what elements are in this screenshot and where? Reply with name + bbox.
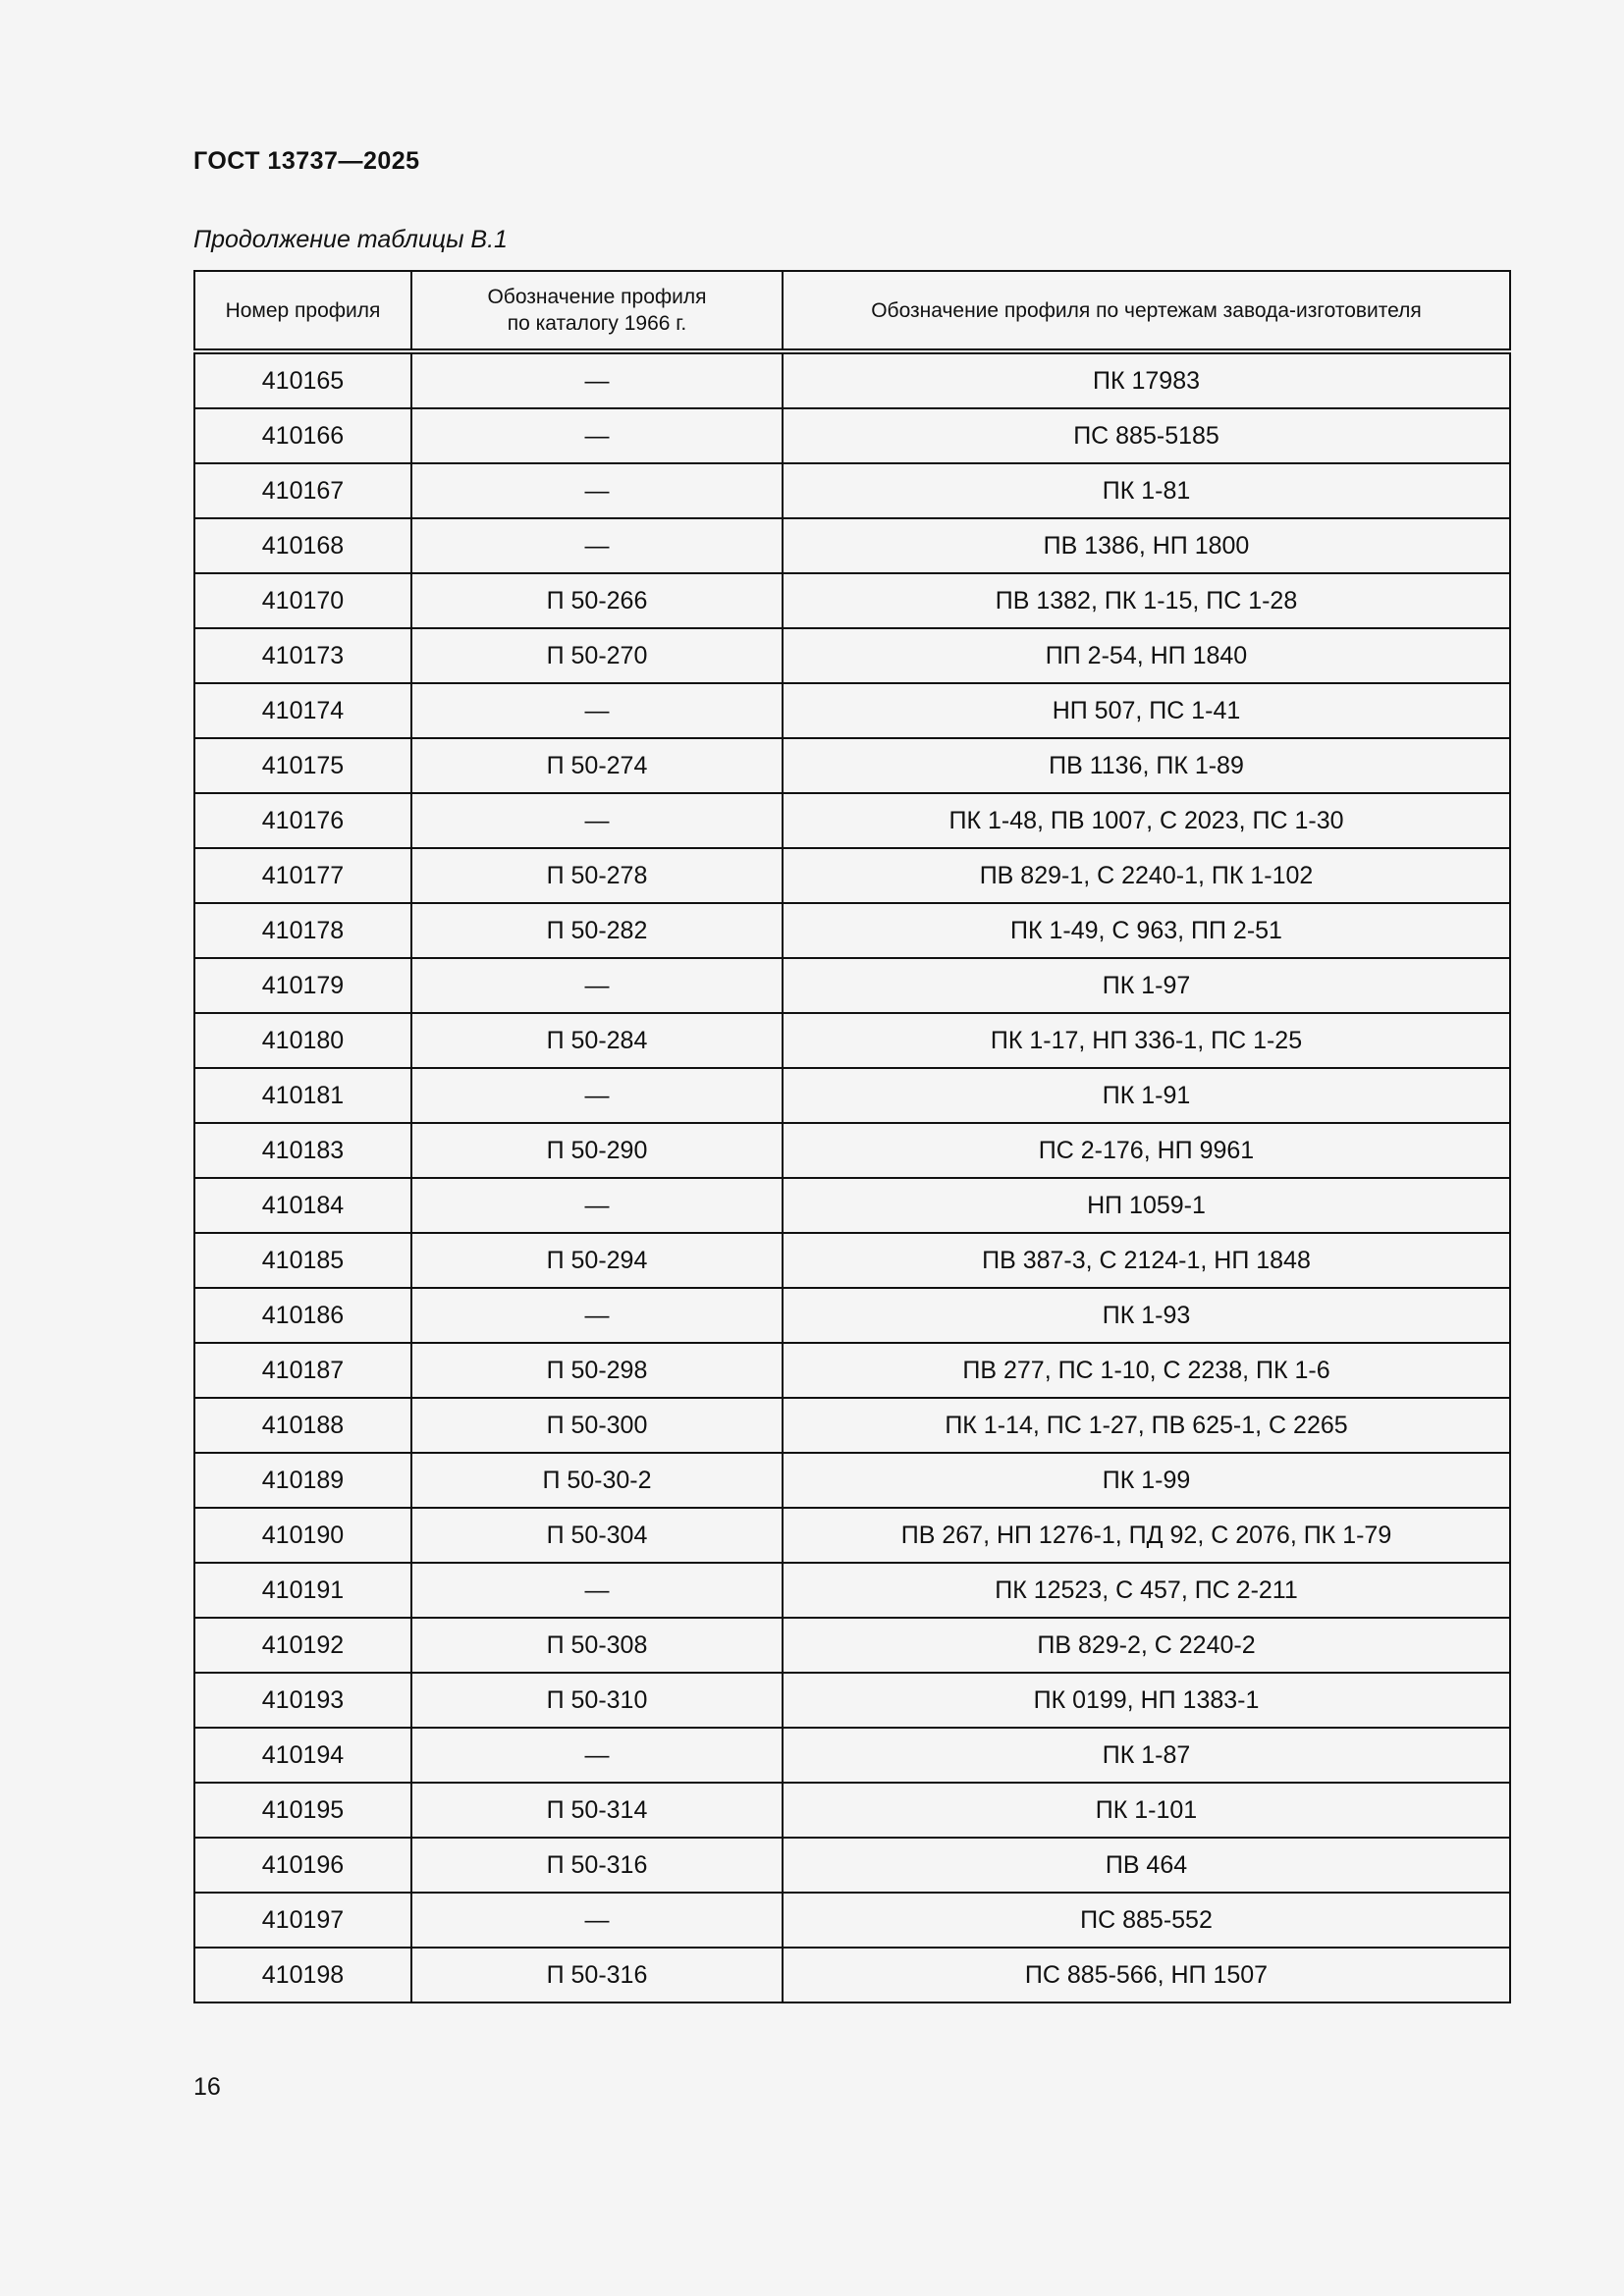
cell-manufacturer-drawing-designation: ПК 1-99 [783,1453,1510,1508]
cell-profile-number: 410187 [194,1343,411,1398]
cell-profile-number: 410167 [194,463,411,518]
table-row [194,463,1510,518]
cell-manufacturer-drawing-designation: ПК 1-48, ПВ 1007, С 2023, ПС 1-30 [783,793,1510,848]
cell-manufacturer-drawing-designation: ПК 1-81 [783,463,1510,518]
cell-catalog-1966-designation: — [411,1288,783,1343]
cell-catalog-1966-designation: — [411,1563,783,1618]
cell-manufacturer-drawing-designation: ПВ 1386, НП 1800 [783,518,1510,573]
cell-profile-number: 410179 [194,958,411,1013]
cell-catalog-1966-designation: П 50-282 [411,903,783,958]
table-row [194,738,1510,793]
cell-catalog-1966-designation: П 50-310 [411,1673,783,1728]
table-row [194,1728,1510,1783]
cell-catalog-1966-designation: — [411,683,783,738]
document-standard-code: ГОСТ 13737—2025 [193,147,420,175]
cell-manufacturer-drawing-designation: ПВ 267, НП 1276-1, ПД 92, С 2076, ПК 1-79 [783,1508,1510,1563]
cell-catalog-1966-designation: П 50-316 [411,1948,783,2002]
table-row [194,1178,1510,1233]
table-row [194,793,1510,848]
cell-profile-number: 410188 [194,1398,411,1453]
cell-manufacturer-drawing-designation: ПП 2-54, НП 1840 [783,628,1510,683]
table-body [194,351,1510,2002]
cell-catalog-1966-designation: П 50-270 [411,628,783,683]
cell-manufacturer-drawing-designation: ПК 0199, НП 1383-1 [783,1673,1510,1728]
table-row [194,1893,1510,1948]
cell-profile-number: 410189 [194,1453,411,1508]
table-row [194,351,1510,408]
cell-profile-number: 410190 [194,1508,411,1563]
cell-catalog-1966-designation: П 50-304 [411,1508,783,1563]
cell-manufacturer-drawing-designation: ПС 885-5185 [783,408,1510,463]
table-row [194,903,1510,958]
table-row [194,958,1510,1013]
cell-catalog-1966-designation: — [411,518,783,573]
table-row [194,573,1510,628]
cell-manufacturer-drawing-designation: ПС 885-552 [783,1893,1510,1948]
cell-manufacturer-drawing-designation: ПВ 829-1, С 2240-1, ПК 1-102 [783,848,1510,903]
table-row [194,408,1510,463]
table-caption: Продолжение таблицы В.1 [193,226,508,253]
table-row [194,1563,1510,1618]
table-row [194,1013,1510,1068]
cell-manufacturer-drawing-designation: НП 1059-1 [783,1178,1510,1233]
table-row [194,1618,1510,1673]
table-row [194,1233,1510,1288]
cell-profile-number: 410181 [194,1068,411,1123]
cell-manufacturer-drawing-designation: ПК 12523, С 457, ПС 2-211 [783,1563,1510,1618]
cell-manufacturer-drawing-designation: ПС 2-176, НП 9961 [783,1123,1510,1178]
table-row [194,1673,1510,1728]
table-row [194,1068,1510,1123]
cell-profile-number: 410180 [194,1013,411,1068]
table-row [194,1453,1510,1508]
page-number: 16 [193,2073,221,2101]
cell-catalog-1966-designation: — [411,408,783,463]
cell-profile-number: 410168 [194,518,411,573]
cell-profile-number: 410192 [194,1618,411,1673]
cell-catalog-1966-designation: — [411,463,783,518]
cell-catalog-1966-designation: — [411,1893,783,1948]
cell-manufacturer-drawing-designation: ПК 1-17, НП 336-1, ПС 1-25 [783,1013,1510,1068]
cell-profile-number: 410176 [194,793,411,848]
cell-manufacturer-drawing-designation: ПК 1-14, ПС 1-27, ПВ 625-1, С 2265 [783,1398,1510,1453]
cell-profile-number: 410185 [194,1233,411,1288]
cell-profile-number: 410166 [194,408,411,463]
cell-profile-number: 410170 [194,573,411,628]
header-manufacturer-drawing-designation: Обозначение профиля по чертежам завода-изготовителя [783,271,1510,351]
cell-manufacturer-drawing-designation: ПВ 277, ПС 1-10, С 2238, ПК 1-6 [783,1343,1510,1398]
cell-profile-number: 410197 [194,1893,411,1948]
table-row [194,518,1510,573]
cell-manufacturer-drawing-designation: ПК 1-87 [783,1728,1510,1783]
table-row [194,1948,1510,2002]
cell-catalog-1966-designation: П 50-308 [411,1618,783,1673]
table-row [194,1398,1510,1453]
cell-manufacturer-drawing-designation: ПВ 387-3, С 2124-1, НП 1848 [783,1233,1510,1288]
table-header-row [194,271,1510,351]
cell-profile-number: 410173 [194,628,411,683]
table-row [194,1288,1510,1343]
cell-catalog-1966-designation: П 50-266 [411,573,783,628]
cell-profile-number: 410193 [194,1673,411,1728]
cell-catalog-1966-designation: П 50-298 [411,1343,783,1398]
cell-manufacturer-drawing-designation: ПК 17983 [783,351,1510,408]
cell-profile-number: 410198 [194,1948,411,2002]
cell-manufacturer-drawing-designation: НП 507, ПС 1-41 [783,683,1510,738]
table-row [194,628,1510,683]
cell-manufacturer-drawing-designation: ПВ 1136, ПК 1-89 [783,738,1510,793]
table-row [194,1838,1510,1893]
cell-catalog-1966-designation: П 50-290 [411,1123,783,1178]
cell-profile-number: 410194 [194,1728,411,1783]
cell-manufacturer-drawing-designation: ПВ 1382, ПК 1-15, ПС 1-28 [783,573,1510,628]
cell-profile-number: 410183 [194,1123,411,1178]
cell-manufacturer-drawing-designation: ПС 885-566, НП 1507 [783,1948,1510,2002]
cell-catalog-1966-designation: П 50-314 [411,1783,783,1838]
cell-catalog-1966-designation: П 50-30-2 [411,1453,783,1508]
cell-profile-number: 410195 [194,1783,411,1838]
table-row [194,1343,1510,1398]
table-row [194,1783,1510,1838]
cell-catalog-1966-designation: — [411,351,783,408]
cell-profile-number: 410177 [194,848,411,903]
header-catalog-1966-designation: Обозначение профиля по каталогу 1966 г. [411,271,783,351]
table-header [194,271,1510,351]
cell-catalog-1966-designation: П 50-278 [411,848,783,903]
cell-catalog-1966-designation: — [411,958,783,1013]
cell-catalog-1966-designation: — [411,1178,783,1233]
cell-manufacturer-drawing-designation: ПК 1-49, С 963, ПП 2-51 [783,903,1510,958]
cell-profile-number: 410196 [194,1838,411,1893]
cell-catalog-1966-designation: — [411,1728,783,1783]
cell-profile-number: 410191 [194,1563,411,1618]
cell-manufacturer-drawing-designation: ПК 1-97 [783,958,1510,1013]
cell-catalog-1966-designation: П 50-284 [411,1013,783,1068]
table-row [194,1123,1510,1178]
cell-manufacturer-drawing-designation: ПВ 829-2, С 2240-2 [783,1618,1510,1673]
cell-catalog-1966-designation: П 50-316 [411,1838,783,1893]
cell-profile-number: 410174 [194,683,411,738]
cell-profile-number: 410186 [194,1288,411,1343]
cell-profile-number: 410165 [194,351,411,408]
cell-profile-number: 410175 [194,738,411,793]
cell-manufacturer-drawing-designation: ПК 1-101 [783,1783,1510,1838]
header-profile-number: Номер профиля [194,271,411,351]
cell-catalog-1966-designation: П 50-300 [411,1398,783,1453]
profile-designation-table [193,270,1511,2003]
cell-catalog-1966-designation: — [411,1068,783,1123]
cell-catalog-1966-designation: П 50-274 [411,738,783,793]
cell-manufacturer-drawing-designation: ПВ 464 [783,1838,1510,1893]
table-row [194,1508,1510,1563]
cell-catalog-1966-designation: П 50-294 [411,1233,783,1288]
cell-profile-number: 410178 [194,903,411,958]
cell-catalog-1966-designation: — [411,793,783,848]
cell-manufacturer-drawing-designation: ПК 1-91 [783,1068,1510,1123]
table-row [194,848,1510,903]
table-row [194,683,1510,738]
cell-manufacturer-drawing-designation: ПК 1-93 [783,1288,1510,1343]
cell-profile-number: 410184 [194,1178,411,1233]
